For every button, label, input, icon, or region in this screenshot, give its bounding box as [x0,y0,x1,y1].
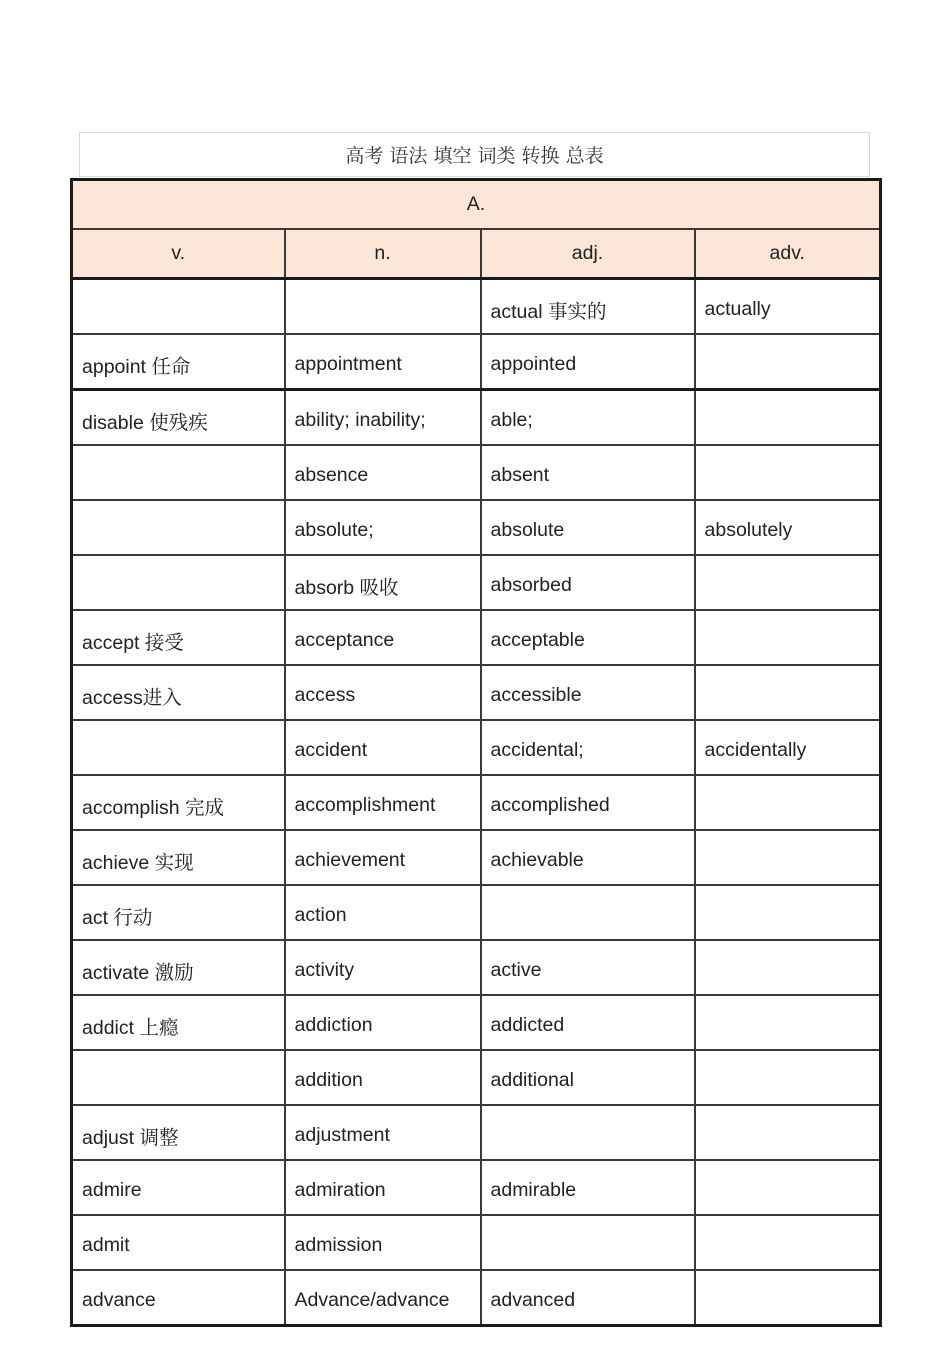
noun-cell: addiction [285,995,481,1050]
table-row [72,1215,881,1270]
adverb-cell [695,1050,881,1105]
adjective-cell: advanced [481,1270,695,1326]
verb-cell [72,720,285,775]
adverb-cell [695,995,881,1050]
table-row [72,940,881,995]
verb-cell [72,1050,285,1105]
adverb-cell [695,445,881,500]
table-row [72,830,881,885]
adverb-cell [695,1270,881,1326]
column-header-adjective: adj. [481,229,695,279]
word-forms-table [70,178,882,1327]
verb-cell: admire [72,1160,285,1215]
adverb-cell [695,1105,881,1160]
verb-cell: addict 上瘾 [72,995,285,1050]
adverb-cell: accidentally [695,720,881,775]
adjective-cell: able; [481,390,695,446]
noun-cell: absolute; [285,500,481,555]
adjective-cell [481,1215,695,1270]
column-header-adverb: adv. [695,229,881,279]
verb-cell [72,500,285,555]
adverb-cell [695,610,881,665]
adverb-cell [695,775,881,830]
noun-cell: appointment [285,334,481,390]
section-header-row [72,180,881,230]
adjective-cell: accomplished [481,775,695,830]
noun-cell: action [285,885,481,940]
column-header-row [72,229,881,279]
verb-cell: access进入 [72,665,285,720]
noun-cell: activity [285,940,481,995]
adverb-cell [695,885,881,940]
adverb-cell [695,940,881,995]
noun-cell: admiration [285,1160,481,1215]
column-header-verb: v. [72,229,285,279]
table-row [72,610,881,665]
adjective-cell: admirable [481,1160,695,1215]
table-row [72,334,881,390]
adverb-cell: actually [695,279,881,335]
table-row [72,390,881,446]
noun-cell: acceptance [285,610,481,665]
verb-cell: adjust 调整 [72,1105,285,1160]
verb-cell: disable 使残疾 [72,390,285,446]
noun-cell: accident [285,720,481,775]
verb-cell: accept 接受 [72,610,285,665]
adjective-cell [481,1105,695,1160]
adjective-cell: active [481,940,695,995]
noun-cell [285,279,481,335]
adjective-cell: achievable [481,830,695,885]
adjective-cell: absent [481,445,695,500]
table-row [72,885,881,940]
adverb-cell [695,334,881,390]
verb-cell: appoint 任命 [72,334,285,390]
noun-cell: achievement [285,830,481,885]
adverb-cell: absolutely [695,500,881,555]
verb-cell [72,555,285,610]
table-row [72,445,881,500]
adverb-cell [695,830,881,885]
page-title: 高考 语法 填空 词类 转换 总表 [79,132,870,177]
adjective-cell: absorbed [481,555,695,610]
table-row [72,500,881,555]
verb-cell: act 行动 [72,885,285,940]
table-row [72,1050,881,1105]
noun-cell: Advance/advance [285,1270,481,1326]
verb-cell: advance [72,1270,285,1326]
noun-cell: ability; inability; [285,390,481,446]
noun-cell: adjustment [285,1105,481,1160]
adjective-cell: accidental; [481,720,695,775]
column-header-noun: n. [285,229,481,279]
table-row [72,775,881,830]
adverb-cell [695,390,881,446]
verb-cell [72,445,285,500]
table-row [72,995,881,1050]
table-row [72,1105,881,1160]
adverb-cell [695,665,881,720]
adjective-cell: addicted [481,995,695,1050]
section-letter: A. [72,180,881,230]
table-body [72,279,881,1326]
noun-cell: absence [285,445,481,500]
adverb-cell [695,555,881,610]
verb-cell: achieve 实现 [72,830,285,885]
verb-cell: accomplish 完成 [72,775,285,830]
verb-cell [72,279,285,335]
adjective-cell: additional [481,1050,695,1105]
adjective-cell: appointed [481,334,695,390]
noun-cell: absorb 吸收 [285,555,481,610]
adverb-cell [695,1160,881,1215]
adjective-cell: actual 事实的 [481,279,695,335]
adjective-cell: acceptable [481,610,695,665]
noun-cell: access [285,665,481,720]
table-row [72,720,881,775]
adjective-cell: accessible [481,665,695,720]
noun-cell: accomplishment [285,775,481,830]
table-row [72,1270,881,1326]
table-row [72,665,881,720]
adjective-cell [481,885,695,940]
verb-cell: activate 激励 [72,940,285,995]
noun-cell: addition [285,1050,481,1105]
adjective-cell: absolute [481,500,695,555]
table-row [72,279,881,335]
table-row [72,555,881,610]
noun-cell: admission [285,1215,481,1270]
adverb-cell [695,1215,881,1270]
table-row [72,1160,881,1215]
verb-cell: admit [72,1215,285,1270]
